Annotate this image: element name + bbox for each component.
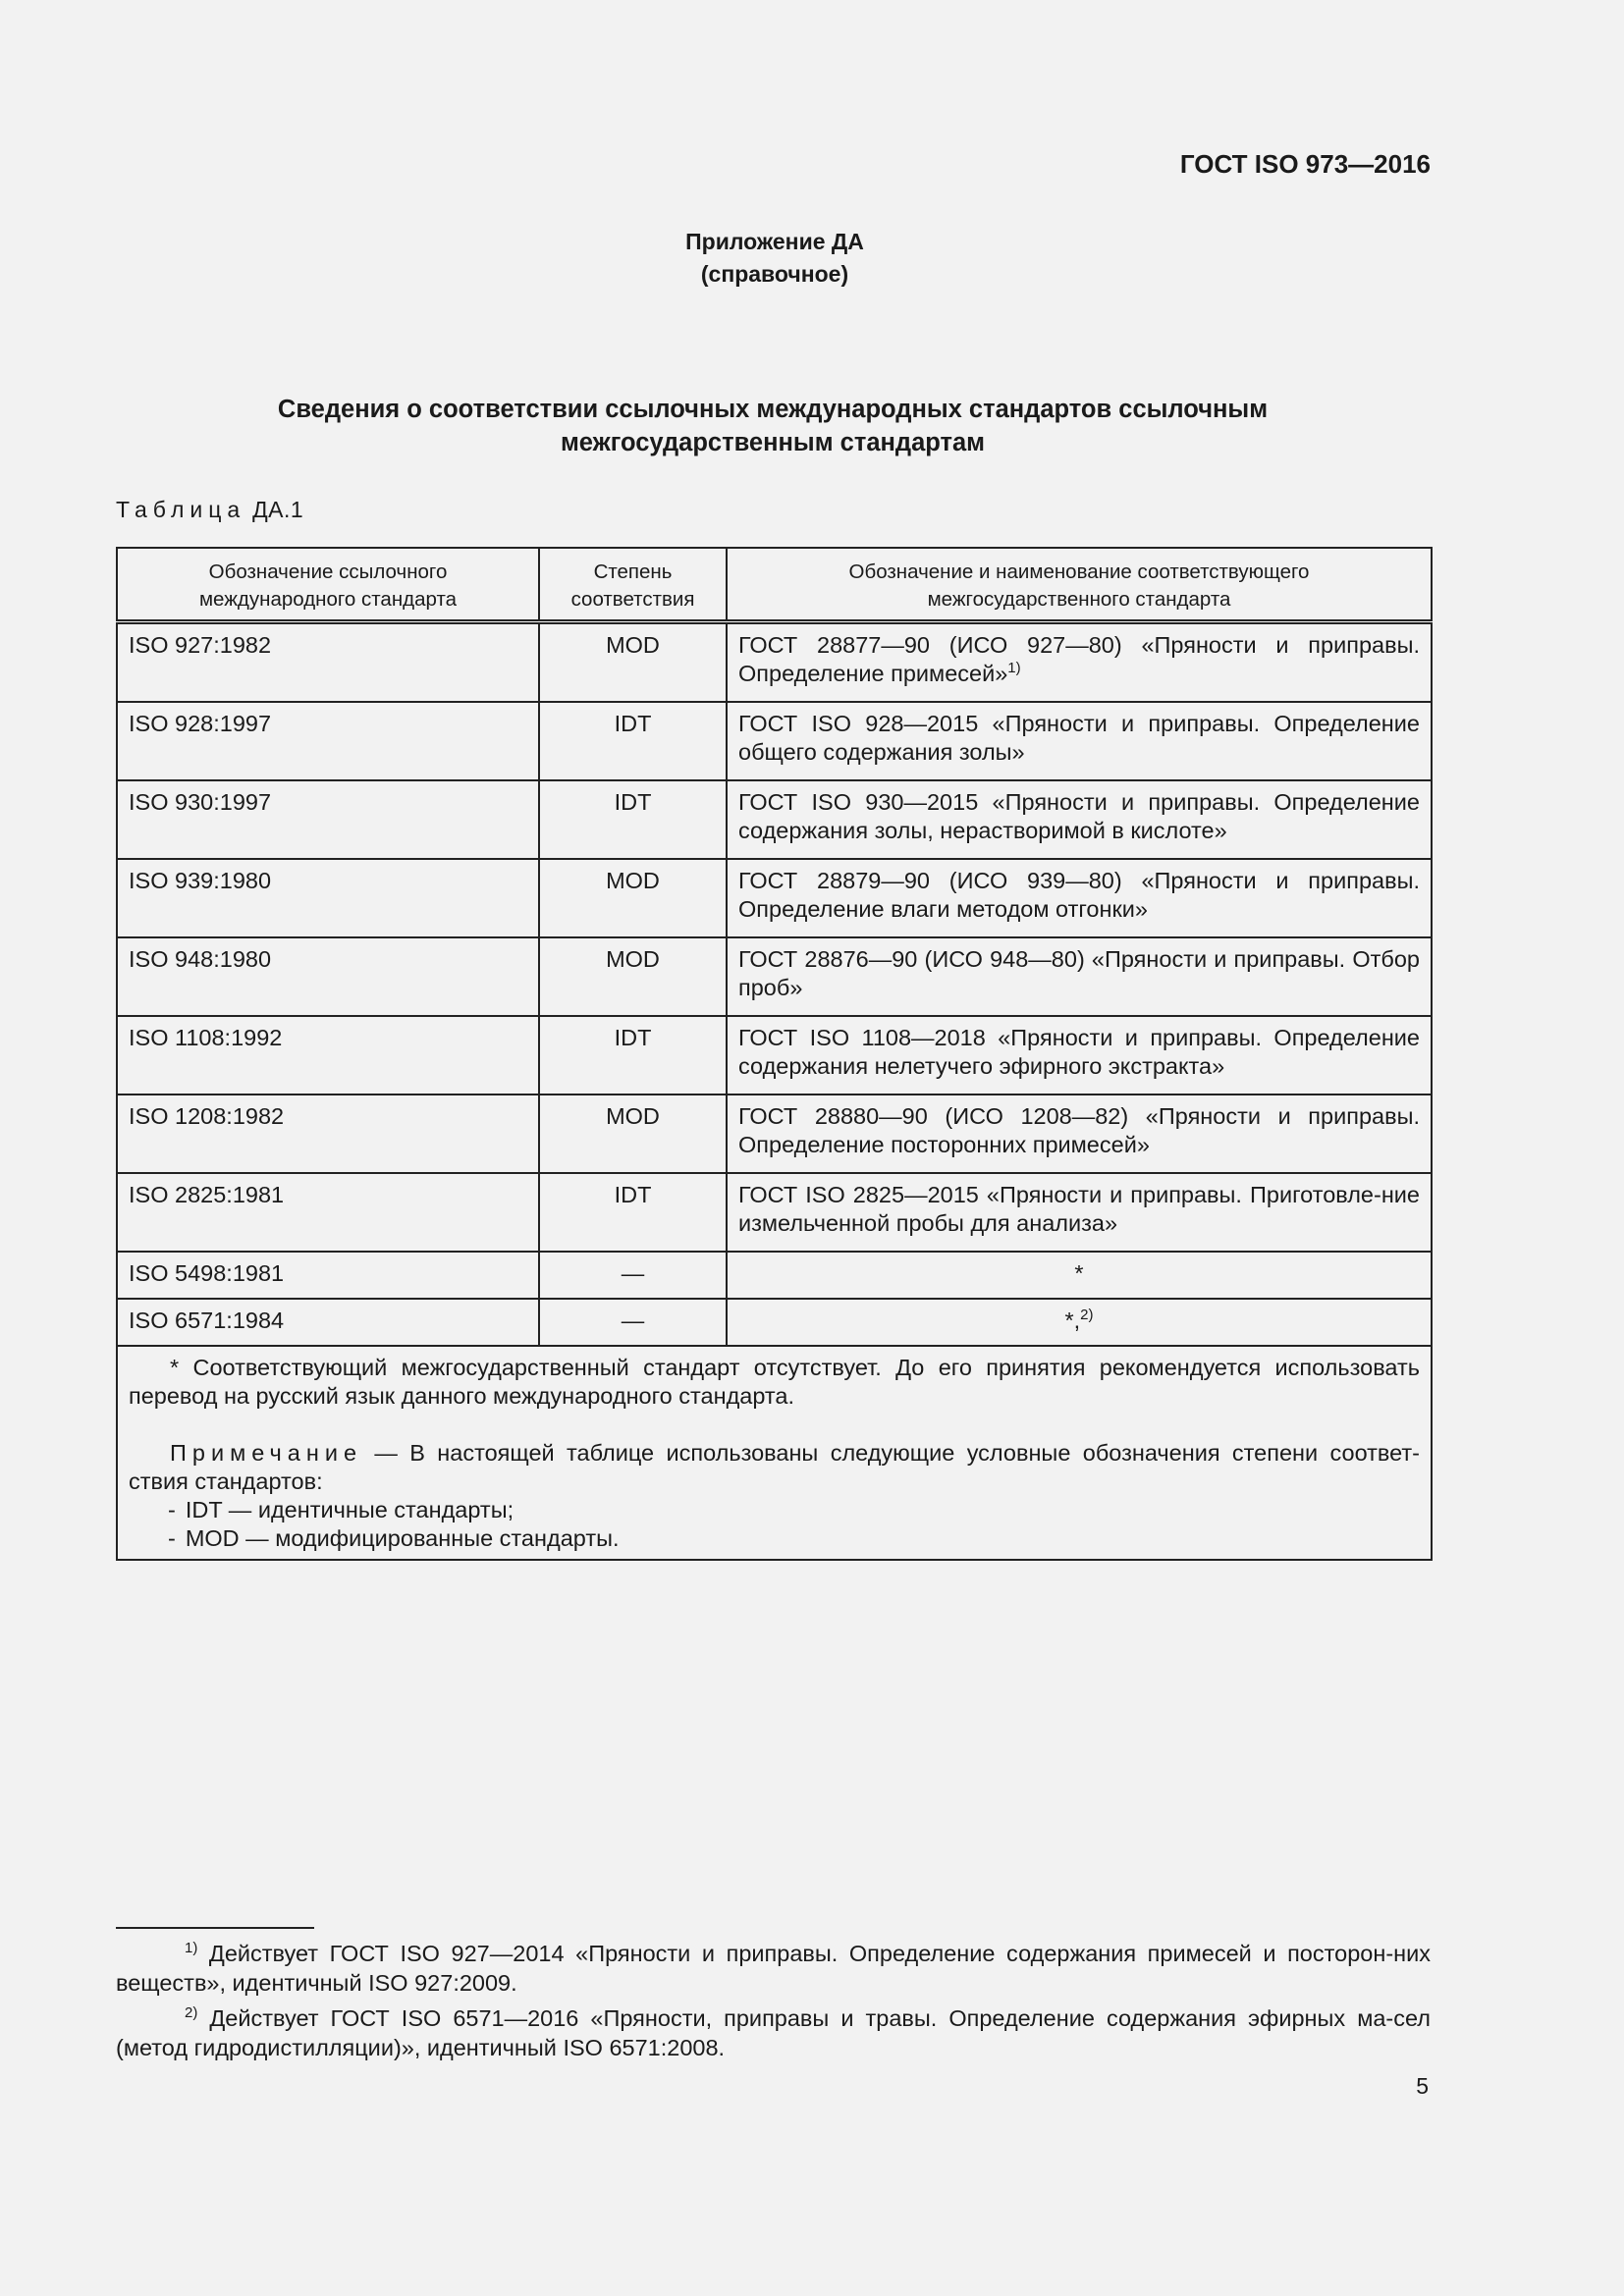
section-title-line-2: межгосударственным стандартам [560,429,986,456]
gost-cell: ГОСТ 28879—90 (ИСО 939—80) «Пряности и приправы. Определение влаги методом отгонки» [727,859,1432,937]
section-title [196,393,1349,459]
degree-cell: IDT [539,1016,727,1095]
table-row [117,859,1432,937]
table-row [117,937,1432,1016]
iso-cell: ISO 6571:1984 [117,1299,539,1346]
standards-table [116,547,1433,1561]
header-degree: Степень соответствия [539,548,727,622]
table-row [117,1252,1432,1299]
iso-cell: ISO 930:1997 [117,780,539,859]
iso-cell: ISO 928:1997 [117,702,539,780]
table-label-number: ДА.1 [252,497,304,522]
degree-cell: MOD [539,937,727,1016]
header-international-standard: Обозначение ссылочного международного стандарта [117,548,539,622]
iso-cell: ISO 2825:1981 [117,1173,539,1252]
iso-cell: ISO 927:1982 [117,622,539,703]
asterisk-note: * Соответствующий межгосударственный стандарт отсутствует. До его принятия рекомендуется использовать перевод на русский язык данного международного стандарта. [129,1355,1420,1409]
note-paragraph [129,1439,1420,1496]
degree-cell: IDT [539,702,727,780]
document-code: ГОСТ ISO 973—2016 [1179,149,1431,179]
table-row [117,1016,1432,1095]
iso-cell: ISO 948:1980 [117,937,539,1016]
footnote-1: $^{1)}$ Действует ГОСТ ISO 927—2014 «Пряности и приправы. Определение содержания примесей и посторон-них веществ», идентичный ISO 927:2009. [116,1940,1431,1996]
table-row [117,702,1432,780]
list-item: - MOD — модифицированные стандарты. [168,1525,620,1551]
footnote-ref: 1) [1007,660,1021,676]
degree-cell: MOD [539,622,727,703]
degree-cell: IDT [539,780,727,859]
page-number: 5 [1416,2073,1429,2099]
table-row [117,1095,1432,1173]
degree-cell: IDT [539,1173,727,1252]
footnote-rule [116,1927,314,1929]
gost-cell: * [727,1252,1432,1299]
table-row [117,1173,1432,1252]
iso-cell: ISO 5498:1981 [117,1252,539,1299]
appendix-kind: (справочное) [700,261,849,287]
gost-cell: ГОСТ 28876—90 (ИСО 948—80) «Пряности и приправы. Отбор проб» [727,937,1432,1016]
gost-cell: ГОСТ ISO 1108—2018 «Пряности и приправы. Определение содержания нелетучего эфирного экстракта» [727,1016,1432,1095]
appendix-heading [0,226,1624,291]
table-notes [117,1346,1432,1560]
table-header-row [117,548,1432,622]
gost-cell: ГОСТ ISO 930—2015 «Пряности и приправы. Определение содержания золы, нерастворимой в кислоте» [727,780,1432,859]
table-row [117,780,1432,859]
degree-cell: — [539,1299,727,1346]
degree-cell: MOD [539,1095,727,1173]
table-label [116,497,303,523]
degree-cell: — [539,1252,727,1299]
table-notes-row [117,1346,1432,1560]
note-label: Примечание [170,1440,363,1466]
gost-cell: ГОСТ 28877—90 (ИСО 927—80) «Пряности и приправы. Определение примесей»$^{1)}$ [727,622,1432,703]
section-title-line-1: Сведения о соответствии ссылочных международных стандартов ссылочным [277,396,1269,423]
table-row [117,1299,1432,1346]
degree-cell: MOD [539,859,727,937]
appendix-title: Приложение ДА [685,229,864,254]
gost-cell: ГОСТ 28880—90 (ИСО 1208—82) «Пряности и приправы. Определение посторонних примесей» [727,1095,1432,1173]
gost-cell: *,$^{2)}$ [727,1299,1432,1346]
note-text: — В настоящей таблице использованы следующие условные обозначения степени соответ-ствия стандартов: [129,1440,1420,1494]
list-item: - IDT — идентичные стандарты; [168,1497,514,1522]
footnote-2: $^{2)}$ Действует ГОСТ ISO 6571—2016 «Пряности, приправы и травы. Определение содержания эфирных ма-сел (метод гидродистилляции)», идентичный ISO 6571:2008. [116,2004,1431,2060]
iso-cell: ISO 1208:1982 [117,1095,539,1173]
header-interstate-standard: Обозначение и наименование соответствующего межгосударственного стандарта [727,548,1432,622]
footnotes [116,1939,1431,2068]
table-label-word: Таблица [116,497,246,522]
gost-cell: ГОСТ ISO 928—2015 «Пряности и приправы. Определение общего содержания золы» [727,702,1432,780]
table-row [117,622,1432,703]
footnote-ref: 2) [1080,1307,1094,1323]
gost-cell: ГОСТ ISO 2825—2015 «Пряности и приправы. Приготовле-ние измельченной пробы для анализа» [727,1173,1432,1252]
note-list [129,1496,1420,1553]
iso-cell: ISO 1108:1992 [117,1016,539,1095]
iso-cell: ISO 939:1980 [117,859,539,937]
